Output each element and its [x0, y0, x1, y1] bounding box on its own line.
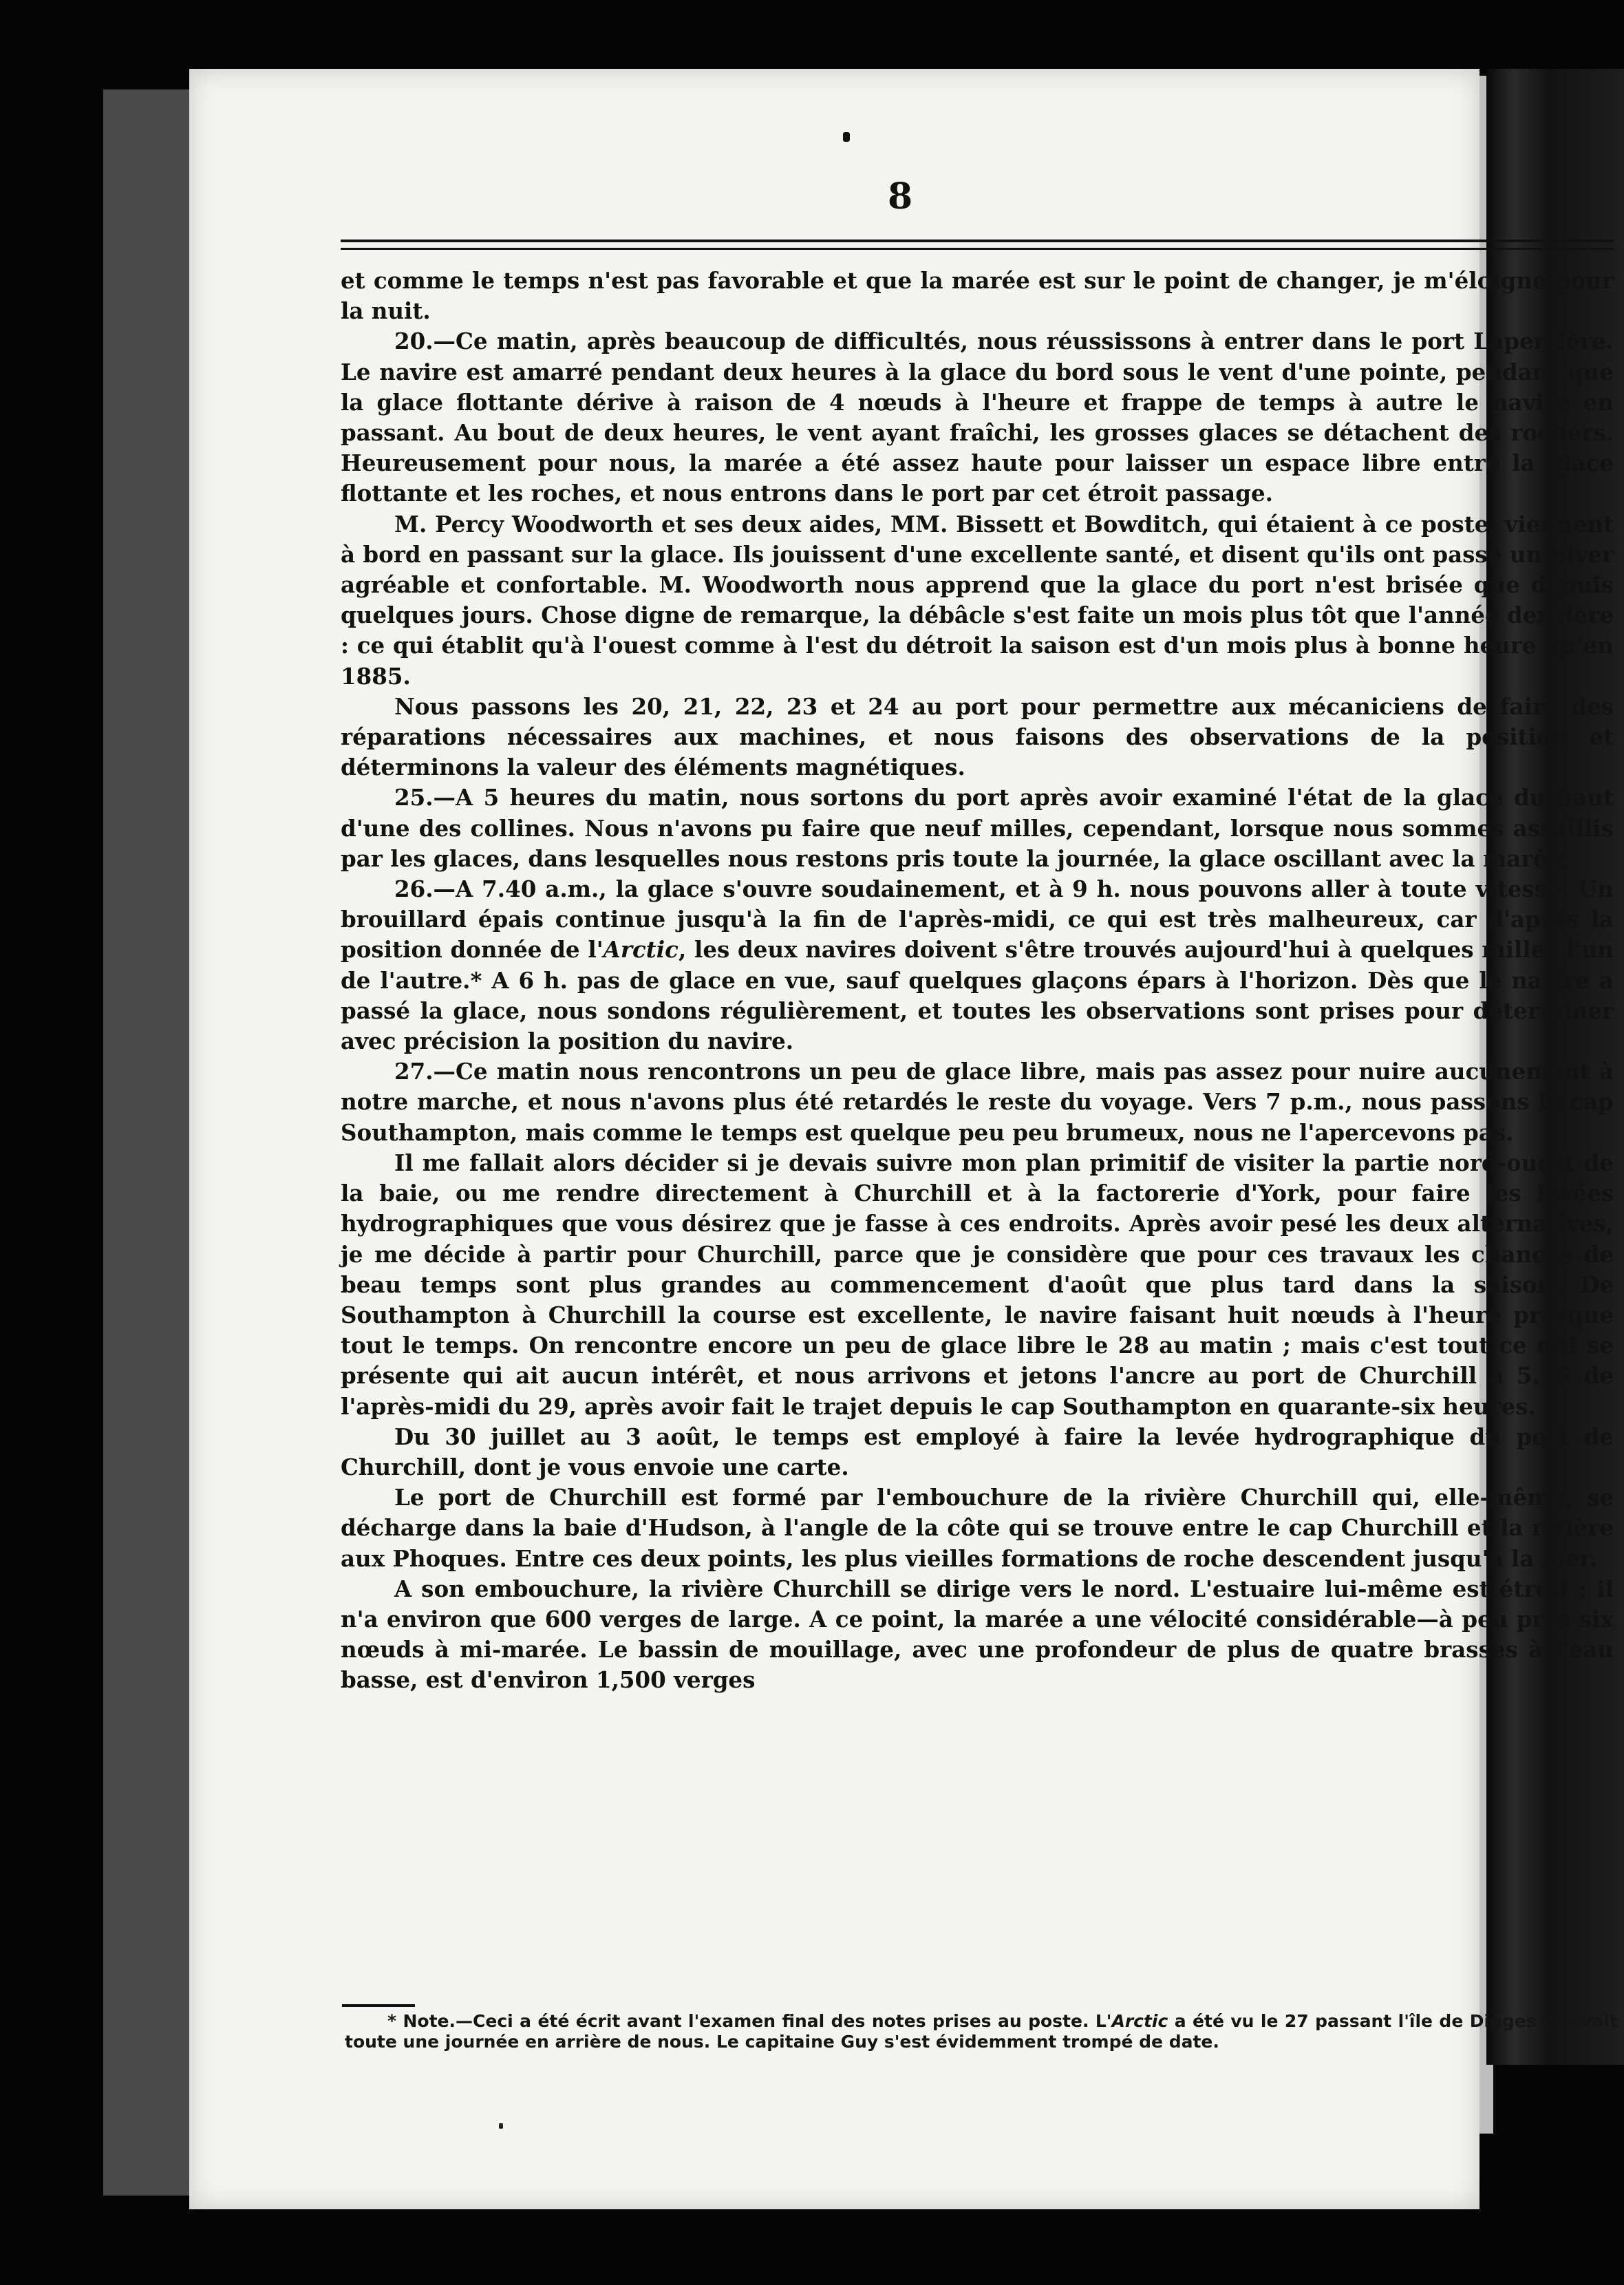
paragraph: A son embouchure, la rivière Churchill se dirige vers le nord. L'estuaire lui-même est étroit ; il n'a environ que 600 verges de large. A ce point, la marée a une vélocité considérable—à peu près six nœuds à mi-marée. Le bassin de mouillage, avec une profondeur de plus de quatre brasses à l'eau basse, est d'environ 1,500 verges	[341, 1575, 1614, 1694]
document-page	[189, 69, 1618, 2209]
paragraph: M. Percy Woodworth et ses deux aides, MM. Bissett et Bowditch, qui étaient à ce poste, viennent à bord en passant sur la glace. Ils jouissent d'une excellente santé, et disent qu'ils ont passé un hiver agréable et confortable. M. Woodworth nous apprend que la glace du port n'est brisée que depuis quelques jours. Chose digne de remarque, la débâcle s'est faite un mois plus tôt que l'année dernière : ce qui établit qu'à l'ouest comme à l'est du détroit la saison est d'un mois plus à bonne heure qu'en 1885.	[341, 510, 1614, 690]
header-rule-thin	[341, 248, 1614, 250]
paragraph: Il me fallait alors décider si je devais suivre mon plan primitif de visiter la partie nord-ouest de la baie, ou me rendre directement à Churchill et à la factorerie d'York, pour faire les levées hydrographiques que vous désirez que je fasse à ces endroits. Après avoir pesé les deux alternatives, je me décide à partir pour Churchill, parce que je considère que pour ces travaux les chances de beau temps sont plus grandes au commencement d'août que plus tard dans la saison. De Southampton à Churchill la course est excellente, le navire faisant huit nœuds à l'heure presque tout le temps. On rencontre encore un peu de glace libre le 28 au matin ; mais c'est tout ce qui se présente qui ait aucun intérêt, et nous arrivons et jetons l'ancre au port de Churchill à 5.15 de l'après-midi du 29, après avoir fait le trajet depuis le cap Southampton en quarante-six heures.	[341, 1149, 1614, 1420]
paragraph: Le port de Churchill est formé par l'embouchure de la rivière Churchill qui, elle-même, se décharge dans la baie d'Hudson, à l'angle de la côte qui se trouve entre le cap Churchill et la rivière aux Phoques. Entre ces deux points, les plus vieilles formations de roche descendent jusqu'à la mer.	[341, 1484, 1614, 1572]
paragraph	[341, 874, 1614, 1056]
footnote-rule	[342, 2004, 415, 2007]
body-text	[341, 266, 1614, 1696]
ship-name: Arctic	[603, 936, 679, 964]
footnote-lead: * Note.	[387, 2011, 456, 2031]
paragraph-text: , les deux navires doivent s'être trouvés aujourd'hui à quelques milles l'un de l'autre.* A 6 h. pas de glace en vue, sauf quelques glaçons épars à l'horizon. Dès que le navire a passé la glace, nous sondons régulièrement, et toutes les observations sont prises pour déterminer avec précision la position du navire.	[341, 936, 1614, 1055]
footnote	[345, 2011, 1618, 2052]
ship-name: Arctic	[1111, 2011, 1168, 2031]
paragraph: 27.—Ce matin nous rencontrons un peu de glace libre, mais pas assez pour nuire aucunement à notre marche, et nous n'avons plus été retardés le reste du voyage. Vers 7 p.m., nous passons le cap Southampton, mais comme le temps est quelque peu peu brumeux, nous ne l'apercevons pas.	[341, 1058, 1614, 1146]
page-number: 8	[888, 176, 915, 217]
footnote-text: —Ceci a été écrit avant l'examen final des notes prises au poste. L'	[456, 2011, 1112, 2031]
ink-speck	[499, 2123, 503, 2129]
paragraph: Nous passons les 20, 21, 22, 23 et 24 au port pour permettre aux mécaniciens de faire des réparations nécessaires aux machines, et nous faisons des observations de la position et déterminons la valeur des éléments magnétiques.	[341, 692, 1614, 781]
ink-mark	[843, 132, 850, 142]
paragraph: 25.—A 5 heures du matin, nous sortons du port après avoir examiné l'état de la glace du haut d'une des collines. Nous n'avons pu faire que neuf milles, cependant, lorsque nous sommes assaillis par les glaces, dans lesquelles nous restons pris toute la journée, la glace oscillant avec la marée.	[341, 784, 1614, 872]
paragraph: Du 30 juillet au 3 août, le temps est employé à faire la levée hydrographique du port de Churchill, dont je vous envoie une carte.	[341, 1423, 1614, 1480]
footnote-text: a été vu le 27 passant l'île de Digges et avait toute une journée en arrière de nous. Le capitaine Guy s'est évidemment trompé de date.	[345, 2011, 1618, 2052]
paragraph: et comme le temps n'est pas favorable et que la marée est sur le point de changer, je m'éloigne pour la nuit.	[341, 267, 1614, 325]
paragraph-text: 26.—A 7.40 a.m., la glace s'ouvre soudainement, et à 9 h. nous pouvons aller à toute vitesse. Un brouillard épais continue jusqu'à la fin de l'après-midi, ce qui est très malheureux, car d'après la position donnée de l'	[341, 875, 1614, 964]
paragraph: 20.—Ce matin, après beaucoup de difficultés, nous réussissons à entrer dans le port Laperrière. Le navire est amarré pendant deux heures à la glace du bord sous le vent d'une pointe, pendant que la glace flottante dérive à raison de 4 nœuds à l'heure et frappe de temps à autre le navire en passant. Au bout de deux heures, le vent ayant fraîchi, les grosses glaces se détachent des rochers. Heureusement pour nous, la marée a été assez haute pour laisser un espace libre entre la glace flottante et les roches, et nous entrons dans le port par cet étroit passage.	[341, 328, 1614, 507]
header-rule	[341, 240, 1614, 242]
